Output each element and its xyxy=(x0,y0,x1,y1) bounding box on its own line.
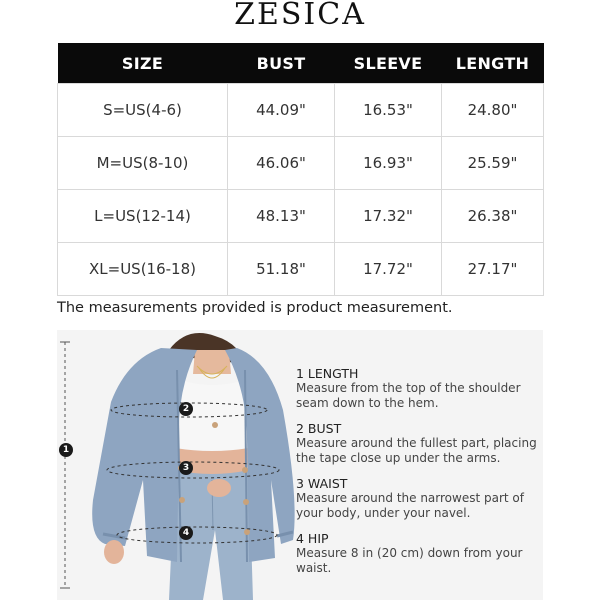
size-chart-table xyxy=(57,43,544,296)
cell-length: 24.80" xyxy=(442,84,544,137)
cell-size: L=US(12-14) xyxy=(58,190,228,243)
step-title: 4 HIP xyxy=(296,531,329,546)
step-desc: Measure around the narrowest part of xyxy=(296,491,524,505)
marker-waist: 3 xyxy=(179,461,193,475)
marker-bust: 2 xyxy=(179,402,193,416)
cell-length: 25.59" xyxy=(442,137,544,190)
table-header-row xyxy=(58,43,544,84)
measurement-guide xyxy=(57,330,543,600)
cell-length: 27.17" xyxy=(442,243,544,296)
header-sleeve: SLEEVE xyxy=(335,43,442,84)
marker-hip: 4 xyxy=(179,526,193,540)
step-desc: your body, under your navel. xyxy=(296,506,471,520)
table-row xyxy=(58,84,544,137)
cell-bust: 48.13" xyxy=(228,190,335,243)
table-row xyxy=(58,243,544,296)
step-desc: seam down to the hem. xyxy=(296,396,439,410)
step-title: 2 BUST xyxy=(296,421,342,436)
table-row xyxy=(58,137,544,190)
step-bust xyxy=(296,421,541,466)
step-desc: Measure 8 in (20 cm) down from your waist. xyxy=(296,546,523,575)
cell-sleeve: 16.53" xyxy=(335,84,442,137)
marker-length: 1 xyxy=(59,443,73,457)
step-title: 3 WAIST xyxy=(296,476,348,491)
cell-sleeve: 17.72" xyxy=(335,243,442,296)
step-desc: the tape close up under the arms. xyxy=(296,451,501,465)
step-title: 1 LENGTH xyxy=(296,366,359,381)
header-size: SIZE xyxy=(58,43,228,84)
cell-size: M=US(8-10) xyxy=(58,137,228,190)
step-hip xyxy=(296,531,541,576)
step-desc: Measure around the fullest part, placing xyxy=(296,436,537,450)
table-row xyxy=(58,190,544,243)
cell-sleeve: 16.93" xyxy=(335,137,442,190)
step-waist xyxy=(296,476,541,521)
measurement-steps xyxy=(296,366,541,586)
step-length xyxy=(296,366,541,411)
cell-length: 26.38" xyxy=(442,190,544,243)
cell-bust: 44.09" xyxy=(228,84,335,137)
measurement-note: The measurements provided is product measurement. xyxy=(57,300,453,316)
step-desc: Measure from the top of the shoulder xyxy=(296,381,521,395)
cell-size: XL=US(16-18) xyxy=(58,243,228,296)
cell-bust: 46.06" xyxy=(228,137,335,190)
cell-size: S=US(4-6) xyxy=(58,84,228,137)
brand-logo: ZESICA xyxy=(234,0,366,32)
cell-sleeve: 17.32" xyxy=(335,190,442,243)
header-bust: BUST xyxy=(228,43,335,84)
header-length: LENGTH xyxy=(442,43,544,84)
cell-bust: 51.18" xyxy=(228,243,335,296)
